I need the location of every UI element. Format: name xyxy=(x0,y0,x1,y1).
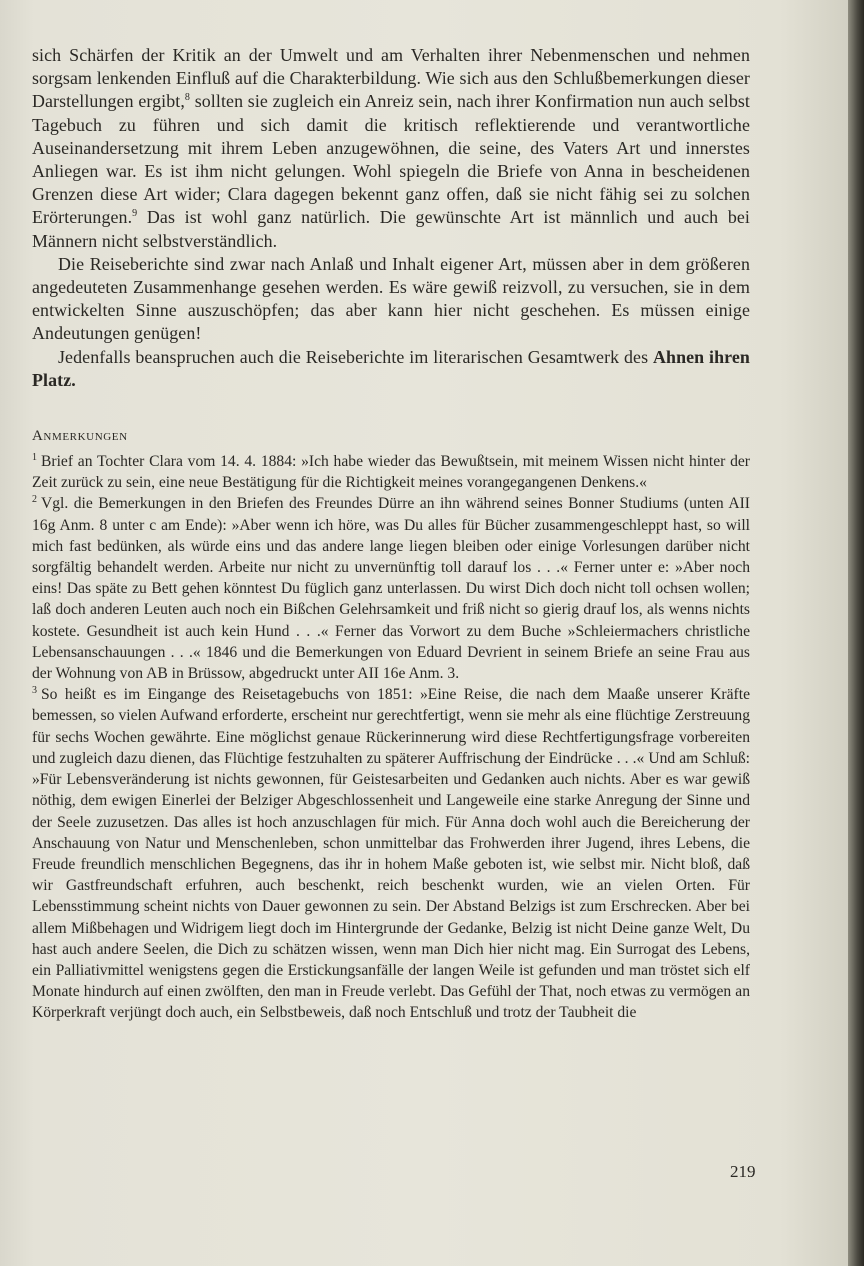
footnote xyxy=(32,684,750,1023)
bold-text: Ahnen ihren Platz. xyxy=(32,346,750,390)
body-paragraph xyxy=(32,346,750,392)
paragraph-text: Die Reiseberichte sind zwar nach Anlaß und Inhalt eigener Art, müssen aber in dem größeren angedeuteten Zusammenhange gesehen werden. Es wäre gewiß reizvoll, zu versuchen, sie in dem entwickelten Sinne auszuschöpfen; das aber kann hier nicht geschehen. Es müssen einige Andeutungen genügen! xyxy=(32,253,750,344)
footnote-reference: 8 xyxy=(184,92,191,104)
book-spine-shadow xyxy=(848,0,864,1266)
paragraph-text: Das ist wohl ganz natürlich. Die gewünschte Art ist männlich und auch bei Männern nicht selbstverständlich. xyxy=(32,207,750,251)
page-number: 219 xyxy=(730,1162,756,1181)
footnote xyxy=(32,493,750,684)
page-text xyxy=(32,44,750,1024)
footnote-reference: 9 xyxy=(132,208,138,220)
notes-list xyxy=(32,451,750,1023)
footnote-number: 2 xyxy=(32,494,37,506)
footnote xyxy=(32,451,750,493)
footnote-text: So heißt es im Eingange des Reisetagebuchs von 1851: »Eine Reise, die nach dem Maaße unserer Kräfte bemessen, so vielen Aufwand erforderte, erscheint nur gerechtfertigt, wenn sie mehr als eine flüchtige Zerstreuung für sechs Wochen gewährte. Eine möglichst genaue Rückerinnerung wird diese Rechtfertigungsfrage vorbereiten und zugleich dazu dienen, das Flüchtige festzuhalten zu späterer Auffrischung der Eindrücke . . .« Und am Schluß: »Für Lebensveränderung ist nichts gewonnen, für Geistesarbeiten und Gedanken auch nichts. Aber es war gewiß nöthig, dem ewigen Einerlei der Belziger Abgeschlossenheit und Langeweile eine starke Anregung der Sinne und der Seele zuzusetzen. Das alles ist hoch anzuschlagen für mich. Für Anna doch wohl auch die Bereicherung der Anschauung von Natur und Menschenleben, schon unmittelbar das Frohwerden ihrer Jugend, ihres Lebens, die Freude freundlich menschlichen Begegnens, das ihr in hohem Maße geboten ist, wie selbst mir. Nicht bloß, daß wir Gastfreundschaft erfuhren, auch beschenkt, reich beschenkt wurden, wie an vielen Orten. Für Lebensstimmung scheint nichts von Dauer gewonnen zu sein. Der Abstand Belzigs ist zum Erschrecken. Aber bei allem Mißbehagen und Widrigem liegt doch im Hintergrunde der Gedanke, Belzig ist nicht Deine ganze Welt, Du hast auch andere Seelen, die Dich zu schätzen wissen, wenn man Dich hier nicht mag. Ein Surrogat des Lebens, ein Palliativmittel wenigstens gegen die Erstickungsanfälle der langen Weile ist gefunden und man tröstet sich elf Monate hindurch auf einen zwölften, den man in Freude verlebt. Das Gefühl der That, noch etwas zu vermögen an Körperkraft verjüngt doch auch, ein Selbstbeweis, daß noch Entschluß und trotz der Taubheit die xyxy=(32,686,750,1022)
footnote-text: Brief an Tochter Clara vom 14. 4. 1884: »Ich habe wieder das Bewußtsein, mit meinem Wissen nicht hinter der Zeit zurück zu sein, eine neue Bestätigung für die Richtigkeit meines vorangegangenen Denkens.« xyxy=(32,453,750,492)
paragraph-text: sollten sie zugleich ein Anreiz sein, nach ihrer Konfirmation nun auch selbst Tagebuch zu führen und sich damit die kritisch reflektierende und verantwortliche Auseinandersetzung mit ihrem Leben anzugewöhnen, die seine, des Vaters Art und innerstes Anliegen war. Es ist ihm nicht gelungen. Wohl spiegeln die Briefe von Anna in bescheidenen Grenzen diese Art wider; Clara dagegen bekennt ganz offen, daß sie nicht fähig sei zu solchen Erörterungen. xyxy=(32,91,751,228)
body-text xyxy=(32,44,750,392)
body-paragraph xyxy=(32,44,750,253)
footnote-text: Vgl. die Bemerkungen in den Briefen des Freundes Dürre an ihn während seines Bonner Studiums (unten AII 16g Anm. 8 unter c am Ende): »Aber wenn ich höre, was Du alles für Bücher zusammengeschleppt hast, so will mich fast bedünken, als würde eins und das andere lange liegen bleiben oder einige Vorlesungen darüber nicht sorgfältig behandelt werden. Arbeite nur nicht zu unvernünftig toll darauf los . . .« Ferner unter e: »Aber noch eins! Das späte zu Bett gehen könntest Du füglich ganz unterlassen. Du wirst Dich doch nicht toll ochsen wollen; laß doch anderen Leuten auch noch ein Bißchen Gelehrsamkeit und friß nicht so gierig drauf los, als wenns nichts kostete. Gesundheit ist auch kein Hund . . .« Ferner das Vorwort zu dem Buche »Schleiermachers christliche Lebensanschauungen . . .« 1846 und die Bemerkungen von Eduard Devrient in seinem Briefe an seine Frau aus der Wohnung von AB in Brüssow, abgedruckt unter AII 16e Anm. 3. xyxy=(32,495,750,683)
footnote-number: 1 xyxy=(32,451,37,463)
body-paragraph xyxy=(32,253,750,346)
notes-heading: Anmerkungen xyxy=(32,428,128,445)
paragraph-text: sich Schärfen der Kritik an der Umwelt und am Verhalten ihrer Nebenmenschen und nehmen sorgsam lenkenden Einfluß auf die Charakterbildung. Wie sich aus den Schlußbemerkungen dieser Darstellungen ergibt, xyxy=(32,45,750,112)
paragraph-text: Jedenfalls beanspruchen auch die Reiseberichte im literarischen Gesamtwerk des xyxy=(58,346,653,367)
footnote-number: 3 xyxy=(32,685,37,697)
